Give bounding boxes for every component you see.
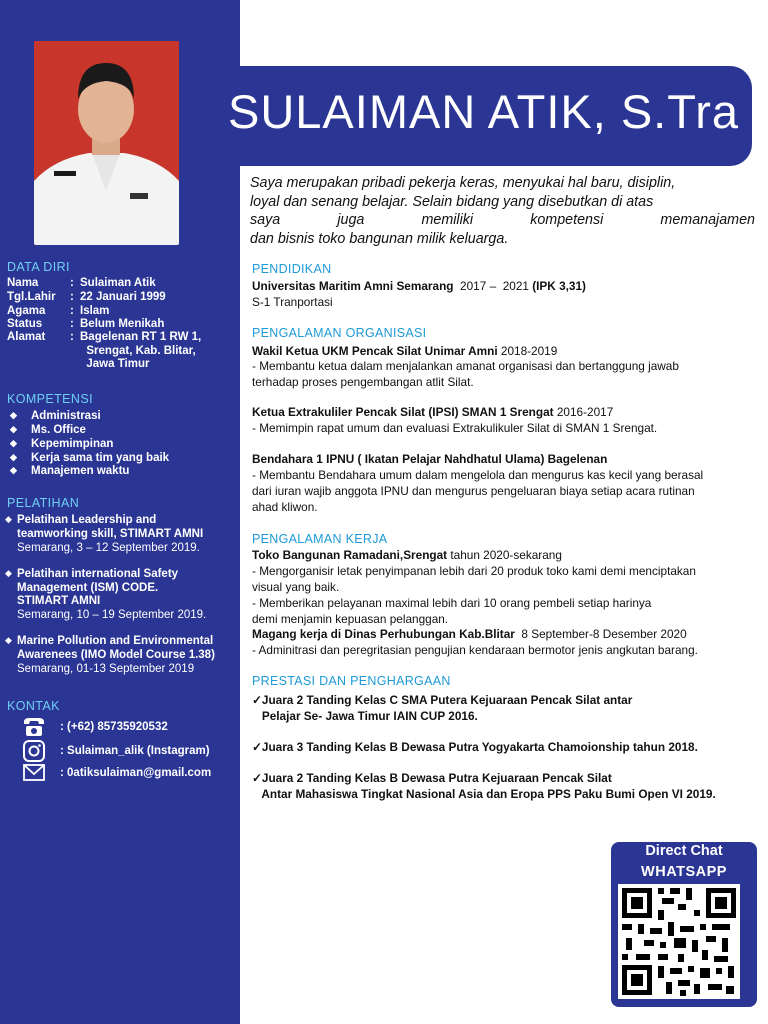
school-years: 2017 – 2021 [453,279,533,293]
info-value: 22 Januari 1999 [80,291,166,303]
org-years: 2018-2019 [497,344,558,358]
job-desc: demi menjamin kepuasan pelanggan. [252,612,449,626]
kompetensi-title: KOMPETENSI [7,392,93,406]
org-role-line [252,405,613,419]
org-desc: ahad kliwon. [252,500,318,514]
info-value: Belum Menikah [80,318,165,330]
data-diri-title: DATA DIRI [7,260,70,274]
qr-label-line2: WHATSAPP [641,864,727,880]
summary-line: loyal dan senang belajar. Selain bidang yang disebutkan di atas [250,193,654,210]
info-value: Sulaiman Atik [80,277,156,289]
summary-line: dan bisnis toko bangunan milik keluarga. [250,230,509,247]
diamond-bullet-icon: ◆ [5,514,12,524]
kerja-title: PENGALAMAN KERJA [252,532,388,546]
diamond-bullet-icon: ◆ [10,452,17,462]
org-years: 2016-2017 [553,405,614,419]
job-line [252,548,562,562]
prestasi-item: ✓Juara 3 Tanding Kelas B Dewasa Putra Yogyakarta Chamoionship tahun 2018. [252,740,698,754]
pendidikan-school-line [252,279,586,293]
info-key: Nama [7,277,39,289]
org-desc: - Membantu Bendahara umum dalam mengelola dan mengurus kas kecil yang berasal [252,468,704,482]
job-desc: - Adminitrasi dan peregritasian pengujian kendaraan bermotor jenis angkutan barang. [252,643,698,657]
info-key: Alamat [7,331,46,343]
diamond-bullet-icon: ◆ [10,410,17,420]
kontak-title: KONTAK [7,699,60,713]
info-value: Bagelenan RT 1 RW 1, Srengat, Kab. Blitar, Jawa Timur [80,331,202,370]
org-role: Wakil Ketua UKM Pencak Silat Unimar Amni [252,344,498,358]
pendidikan-major: S-1 Tranportasi [252,295,333,309]
candidate-name: SULAIMAN ATIK, S.Tra [228,85,739,138]
prestasi-item: ✓Juara 2 Tanding Kelas C SMA Putera Kejuaraan Pencak Silat antar Pelajar Se- Jawa Timur IAIN CUP 2016. [252,693,633,723]
whatsapp-qr-code[interactable] [618,884,740,999]
org-role-line [252,452,607,466]
school-name: Universitas Maritim Amni Semarang [252,279,454,293]
job-desc: - Memberikan pelayanan maximal lebih dari 10 orang pembeli setiap harinya [252,596,652,610]
job-role: Toko Bangunan Ramadani,Srengat [252,548,448,562]
org-role: Ketua Extrakuliler Pencak Silat (IPSI) SMAN 1 Srengat [252,405,554,419]
org-desc: terhadap proses pengembangan atlit Silat. [252,375,474,389]
org-desc: dari iuran wajib anggota IPNU dan mengurus pengeluaran biaya setiap acara rutinan [252,484,695,498]
pelatihan-title: PELATIHAN [7,496,80,510]
job-desc: visual yang baik. [252,580,340,594]
summary-line: Saya merupakan pribadi pekerja keras, menyukai hal baru, disiplin, [250,175,676,191]
job-line [252,627,687,641]
org-desc: - Membantu ketua dalam menjalankan amanat organisasi dan bertanggung jawab [252,359,679,373]
diamond-bullet-icon: ◆ [10,438,17,448]
job-years: tahun 2020-sekarang [447,548,562,562]
diamond-bullet-icon: ◆ [5,635,12,645]
info-key: Status [7,318,43,330]
job-years: 8 September-8 Desember 2020 [514,627,687,641]
job-role: Magang kerja di Dinas Perhubungan Kab.Blitar [252,627,515,641]
org-desc: - Memimpin rapat umum dan evaluasi Extrakulikuler Silat di SMAN 1 Srengat. [252,421,658,435]
info-key: Agama [7,305,46,317]
organisasi-title: PENGALAMAN ORGANISASI [252,326,427,340]
info-key: Tgl.Lahir [7,291,56,303]
job-desc: - Mengorganisir letak penyimpanan lebih dari 20 produk toko kami demi menciptakan [252,564,696,578]
qr-label-line1: Direct Chat [645,843,723,859]
summary [250,174,755,248]
instagram-icon [22,740,46,762]
prestasi-item: ✓Juara 2 Tanding Kelas B Dewasa Putra Kejuaraan Pencak Silat Antar Mahasiswa Tingkat Nasional Asia dan Eropa PPS Paku Bumi Open VI 2019. [252,771,716,801]
org-role-line [252,344,557,358]
email-icon [22,762,46,784]
info-value: Islam [80,305,110,317]
profile-photo [34,41,179,245]
pendidikan-title: PENDIDIKAN [252,262,332,276]
phone-icon [22,716,46,738]
diamond-bullet-icon: ◆ [10,424,17,434]
org-role: Bendahara 1 IPNU ( Ikatan Pelajar Nahdhatul Ulama) Bagelenan [252,452,608,466]
summary-line: saya juga memiliki kompetensi memanajamen [250,212,755,228]
diamond-bullet-icon: ◆ [5,568,12,578]
diamond-bullet-icon: ◆ [10,465,17,475]
prestasi-title: PRESTASI DAN PENGHARGAAN [252,674,451,688]
school-ipk: (IPK 3,31) [532,279,586,293]
